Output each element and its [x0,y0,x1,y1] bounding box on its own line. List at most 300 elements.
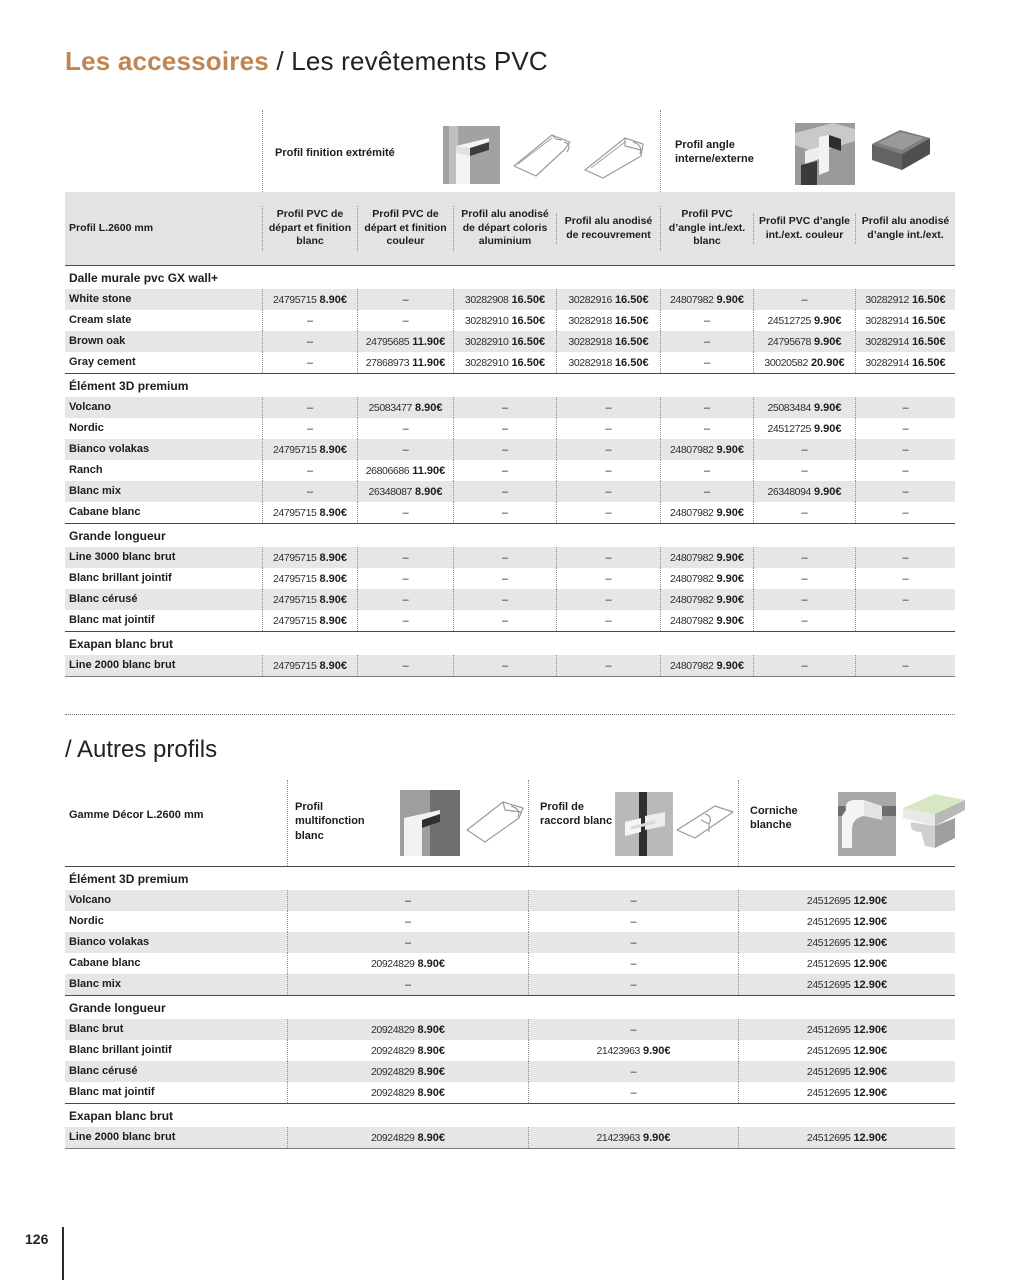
product-ref: 30282914 [865,356,909,369]
price-cell [753,310,855,331]
row-label: Blanc brillant jointif [69,572,172,584]
product-ref: 30282918 [568,335,612,348]
subsection-title: / Autres profils [65,736,218,763]
price-cell [738,1019,955,1040]
price-cell: – [357,589,453,610]
column-header: Profil PVC d’angle int./ext. blanc [660,206,753,251]
price-cell [753,481,855,502]
table-row [65,1040,955,1061]
page-title [65,46,548,77]
page-number: 126 [25,1231,49,1247]
section-title: Grande longueur [65,995,955,1019]
price-cell: – [262,397,357,418]
price-cell: – [357,310,453,331]
product-ref: 24795685 [365,335,410,348]
product-ref: 21423963 [596,1131,640,1144]
product-price: 8.90€ [415,401,443,414]
table-revetements-pvc [65,110,955,677]
product-price: 8.90€ [417,1023,446,1036]
product-price: 8.90€ [319,551,348,564]
price-cell: – [528,1082,738,1103]
product-ref: 24795715 [272,614,317,627]
price-cell [287,1127,528,1148]
price-cell [453,289,556,310]
table-row [65,1061,955,1082]
price-cell: – [262,418,357,439]
product-ref: 24795678 [767,335,811,348]
product-price: 16.50€ [614,293,649,306]
product-price: 20.90€ [810,356,845,369]
price-cell: – [262,352,357,373]
table-row [65,890,955,911]
price-cell [660,568,753,589]
product-price: 16.50€ [911,356,946,369]
table1-picture-header [65,110,955,192]
price-cell [660,547,753,568]
product-price: 8.90€ [319,506,348,519]
column-divider [660,110,661,192]
section-title: Grande longueur [65,523,955,547]
product-price: 12.90€ [853,1044,888,1057]
table-row [65,932,955,953]
product-ref: 30282914 [865,314,909,327]
row-label: Line 2000 blanc brut [69,659,176,671]
product-ref: 25083477 [368,401,412,414]
price-cell: – [453,547,556,568]
table2-picture-header [65,780,955,866]
price-cell: – [753,439,855,460]
price-cell [262,289,357,310]
price-cell: – [660,460,753,481]
product-ref: 24795715 [272,443,317,456]
price-cell [453,352,556,373]
price-cell [528,1040,738,1061]
table-row [65,418,955,439]
table2-body [65,866,955,1149]
product-price: 9.90€ [814,401,842,414]
profil-raccord-photo [615,792,673,856]
price-cell: – [357,610,453,631]
product-price: 8.90€ [319,293,348,306]
price-cell [357,397,453,418]
product-ref: 26348087 [368,485,412,498]
price-cell [262,610,357,631]
group-label-angle-interne-externe: Profil angle interne/externe [675,139,754,166]
price-cell [262,568,357,589]
price-cell: – [357,439,453,460]
product-price: 12.90€ [853,1131,888,1144]
price-cell [556,310,660,331]
page-title-accent: Les accessoires [65,46,269,76]
price-cell: – [855,502,955,523]
price-cell [287,953,528,974]
product-price: 9.90€ [814,485,842,498]
price-cell: – [262,310,357,331]
price-cell: – [528,1061,738,1082]
price-cell [738,1040,955,1061]
price-cell [262,502,357,523]
product-ref: 30282910 [464,314,509,327]
product-price: 16.50€ [911,335,946,348]
price-cell: – [556,460,660,481]
product-ref: 24512695 [806,1086,851,1099]
price-cell: – [528,911,738,932]
row-label: Cabane blanc [69,506,141,518]
table-row [65,610,955,631]
price-cell [738,953,955,974]
price-cell [357,460,453,481]
corniche-render [901,788,967,854]
table-row [65,397,955,418]
table-row [65,460,955,481]
product-price: 8.90€ [319,572,348,585]
product-price: 8.90€ [417,1065,446,1078]
product-ref: 24807982 [669,443,714,456]
footer-rule [62,1227,64,1280]
section-title: Exapan blanc brut [65,631,955,655]
product-ref: 20924829 [370,957,415,970]
price-cell [660,439,753,460]
product-ref: 24795715 [272,293,317,306]
product-price: 9.90€ [716,551,745,564]
product-ref: 24807982 [669,572,714,585]
price-cell [855,289,955,310]
table-row [65,1127,955,1148]
table-row [65,439,955,460]
product-ref: 21423963 [596,1044,640,1057]
price-cell [262,655,357,676]
product-ref: 24807982 [669,293,714,306]
product-price: 11.90€ [412,464,446,477]
product-ref: 24795715 [272,593,317,606]
price-cell: – [855,418,955,439]
product-ref: 24795715 [272,506,317,519]
product-ref: 24795715 [272,659,317,672]
price-cell [287,1040,528,1061]
product-ref: 20924829 [370,1131,415,1144]
product-price: 12.90€ [853,1065,888,1078]
price-cell: – [287,974,528,995]
product-price: 16.50€ [511,335,546,348]
product-price: 8.90€ [319,593,348,606]
product-ref: 24512695 [806,1131,851,1144]
price-cell [556,289,660,310]
product-price: 8.90€ [417,1086,446,1099]
price-cell: – [357,289,453,310]
price-cell: – [287,911,528,932]
price-cell [738,1061,955,1082]
product-ref: 24512695 [806,957,851,970]
price-cell [262,589,357,610]
product-price: 8.90€ [319,443,348,456]
product-ref: 24512725 [767,422,811,435]
row-label: White stone [69,293,132,305]
product-price: 16.50€ [911,293,946,306]
price-cell: – [556,589,660,610]
table-row [65,655,955,676]
price-cell: – [453,439,556,460]
product-ref: 24807982 [669,659,714,672]
price-cell: – [528,1019,738,1040]
product-ref: 24807982 [669,614,714,627]
product-price: 12.90€ [853,936,888,949]
column-header-multifonction: Profil multifonction blanc [295,801,365,842]
product-ref: 20924829 [370,1086,415,1099]
price-cell: – [357,418,453,439]
product-price: 9.90€ [716,593,745,606]
price-cell: – [357,568,453,589]
price-cell: – [753,460,855,481]
price-cell: – [753,289,855,310]
price-cell: – [528,953,738,974]
product-ref: 20924829 [370,1065,415,1078]
product-price: 11.90€ [412,335,446,348]
price-cell: – [753,568,855,589]
product-ref: 24512695 [806,894,851,907]
product-price: 9.90€ [716,293,745,306]
price-cell [556,352,660,373]
price-cell [660,589,753,610]
price-cell: – [753,655,855,676]
product-ref: 24512695 [806,978,851,991]
price-cell [753,352,855,373]
table-row [65,953,955,974]
column-header-corniche: Corniche blanche [750,805,798,832]
price-cell: – [660,397,753,418]
price-cell [660,289,753,310]
page-title-rest: / Les revêtements PVC [268,46,548,76]
price-cell [357,331,453,352]
price-cell: – [453,568,556,589]
section-title: Exapan blanc brut [65,1103,955,1127]
product-ref: 24512695 [806,1044,851,1057]
profil-angle-photo [795,123,855,185]
price-cell [357,481,453,502]
row-label: Brown oak [69,335,126,347]
product-ref: 24807982 [669,506,714,519]
row-label: Bianco volakas [69,936,150,948]
price-cell: – [357,655,453,676]
price-cell: – [660,481,753,502]
product-price: 8.90€ [417,1131,446,1144]
product-price: 16.50€ [614,335,649,348]
table-row [65,502,955,523]
price-cell: – [660,418,753,439]
price-cell [660,655,753,676]
product-ref: 30282914 [865,335,909,348]
product-ref: 26348094 [767,485,811,498]
row-label: Ranch [69,464,103,476]
price-cell [357,352,453,373]
price-cell [453,331,556,352]
product-ref: 24807982 [669,593,714,606]
price-cell [855,352,955,373]
price-cell: – [855,547,955,568]
row-label: Blanc brillant jointif [69,1044,172,1056]
price-cell [262,547,357,568]
price-cell: – [753,502,855,523]
price-cell: – [753,547,855,568]
price-cell [738,890,955,911]
product-ref: 24795715 [272,551,317,564]
price-cell [660,610,753,631]
product-ref: 24807982 [669,551,714,564]
price-cell: – [453,481,556,502]
product-ref: 30282910 [464,356,509,369]
row-label: Blanc mat jointif [69,1086,155,1098]
product-ref: 27868973 [365,356,410,369]
price-cell [453,310,556,331]
column-header: Profil alu anodisé d’angle int./ext. [855,213,955,244]
row-label: Volcano [69,894,111,906]
row-label: Nordic [69,915,104,927]
table1-header-row [65,192,955,265]
column-divider [528,780,529,866]
product-price: 8.90€ [417,957,446,970]
column-header: Profil PVC d’angle int./ext. couleur [753,213,855,244]
price-cell: – [287,932,528,953]
product-price: 8.90€ [417,1044,446,1057]
product-price: 16.50€ [614,314,649,327]
table-row [65,1019,955,1040]
table-row [65,289,955,310]
price-cell [855,310,955,331]
column-divider [287,780,288,866]
profil-multifonction-photo [400,790,460,856]
product-ref: 30282918 [568,314,612,327]
row-label: Cabane blanc [69,957,141,969]
column-header: Profil alu anodisé de recouvrement [556,213,660,244]
table-row [65,310,955,331]
column-header: Profil PVC de départ et finition blanc [262,206,357,251]
section-title: Dalle murale pvc GX wall+ [65,265,955,289]
price-cell: – [753,610,855,631]
price-cell: – [453,397,556,418]
price-cell: – [556,655,660,676]
price-cell [556,331,660,352]
profil-finition-photo [443,126,500,184]
price-cell [855,610,955,631]
price-cell: – [556,418,660,439]
product-ref: 30282912 [865,293,909,306]
product-price: 9.90€ [814,422,842,435]
product-ref: 24512695 [806,915,851,928]
price-cell: – [262,331,357,352]
row-label: Line 3000 blanc brut [69,551,176,563]
table-row [65,589,955,610]
section-title: Élément 3D premium [65,373,955,397]
price-cell [287,1019,528,1040]
price-cell: – [660,352,753,373]
column-header: Profil L.2600 mm [69,221,154,234]
price-cell: – [528,974,738,995]
price-cell [855,331,955,352]
price-cell: – [357,502,453,523]
row-label: Blanc brut [69,1023,124,1035]
price-cell: – [660,331,753,352]
profil-finition-sketch-1 [512,130,576,180]
row-label: Blanc cérusé [69,593,138,605]
table-row [65,568,955,589]
price-cell: – [556,610,660,631]
row-label: Bianco volakas [69,443,150,455]
product-price: 9.90€ [814,335,842,348]
product-price: 12.90€ [853,1086,888,1099]
row-label: Blanc cérusé [69,1065,138,1077]
price-cell: – [753,589,855,610]
product-price: 8.90€ [319,614,348,627]
row-label: Line 2000 blanc brut [69,1131,176,1143]
price-cell [738,932,955,953]
price-cell: – [262,460,357,481]
price-cell [660,502,753,523]
product-ref: 30020582 [764,356,808,369]
product-price: 16.50€ [511,293,546,306]
table-row [65,481,955,502]
table-row [65,1082,955,1103]
product-price: 16.50€ [614,356,649,369]
product-price: 9.90€ [814,314,842,327]
price-cell [738,974,955,995]
product-ref: 30282910 [464,335,509,348]
product-price: 12.90€ [853,978,888,991]
column-header: Profil alu anodisé de départ coloris aluminium [453,206,556,251]
price-cell [528,1127,738,1148]
product-ref: 24512695 [806,1065,851,1078]
product-price: 12.90€ [853,1023,888,1036]
column-header-raccord: Profil de raccord blanc [540,801,613,828]
row-label: Blanc mix [69,978,121,990]
price-cell [753,397,855,418]
price-cell: – [556,502,660,523]
price-cell: – [855,439,955,460]
price-cell [738,911,955,932]
product-ref: 30282918 [568,356,612,369]
table-row [65,911,955,932]
price-cell: – [453,502,556,523]
product-price: 9.90€ [716,572,745,585]
product-ref: 30282916 [568,293,612,306]
table-row [65,331,955,352]
price-cell: – [453,418,556,439]
price-cell: – [528,932,738,953]
table-row [65,352,955,373]
price-cell [753,418,855,439]
price-cell: – [287,890,528,911]
price-cell: – [556,439,660,460]
product-ref: 24512695 [806,936,851,949]
price-cell: – [453,610,556,631]
product-ref: 24512725 [767,314,811,327]
row-label: Gray cement [69,356,136,368]
price-cell: – [556,568,660,589]
price-cell: – [855,481,955,502]
row-label: Blanc mat jointif [69,614,155,626]
product-price: 9.90€ [716,443,745,456]
group-label-finition-extremite: Profil finition extrémité [275,147,395,159]
product-price: 9.90€ [716,659,745,672]
price-cell [753,331,855,352]
product-ref: 24795715 [272,572,317,585]
product-price: 8.90€ [319,659,348,672]
profil-angle-render [870,128,932,172]
price-cell: – [855,589,955,610]
product-price: 12.90€ [853,915,888,928]
profil-raccord-sketch [675,800,735,844]
price-cell: – [556,547,660,568]
table-row [65,547,955,568]
corniche-photo [838,792,896,856]
